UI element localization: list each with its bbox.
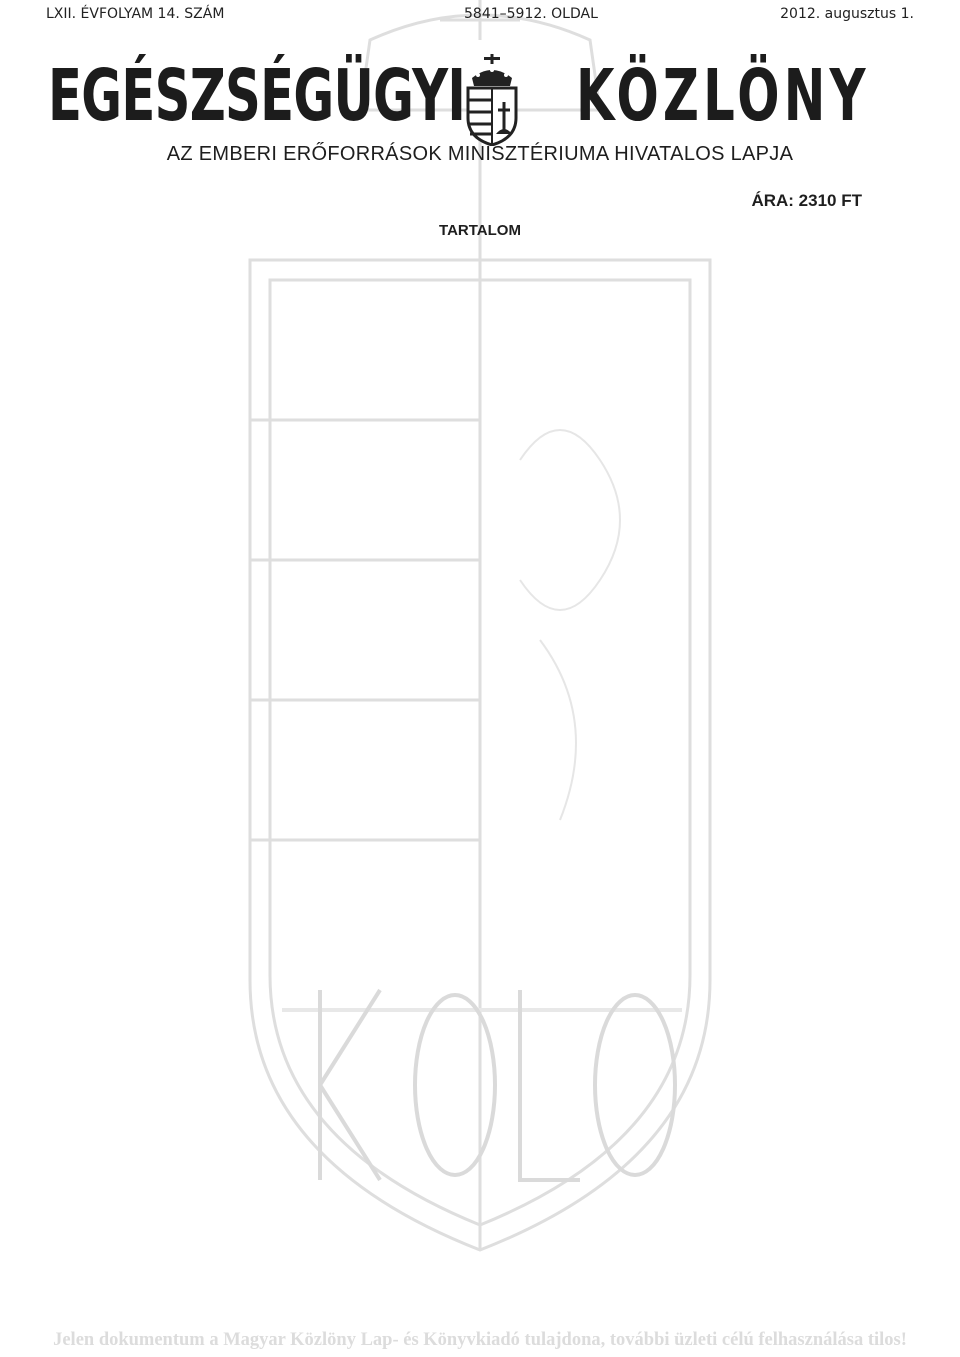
- masthead-subtitle: AZ EMBERI ERŐFORRÁSOK MINISZTÉRIUMA HIVATALOS LAPJA: [166, 143, 794, 165]
- coat-of-arms-icon: [462, 54, 522, 146]
- copyright-notice: Jelen dokumentum a Magyar Közlöny Lap- és Könyvkiadó tulajdona, további üzleti célú felhasználása tilos!: [53, 1330, 907, 1350]
- price: ÁRA: 2310 FT: [751, 191, 862, 210]
- masthead-title-left: EGÉSZSÉGÜGYI: [48, 54, 466, 137]
- issue-date: 2012. augusztus 1.: [780, 6, 914, 22]
- page-range: 5841–5912. OLDAL: [464, 6, 598, 22]
- volume-number: LXII. ÉVFOLYAM 14. SZÁM: [46, 6, 225, 22]
- masthead-title-right: KÖZLÖNY: [576, 54, 870, 137]
- toc-title: TARTALOM: [439, 222, 521, 239]
- masthead: [48, 48, 892, 148]
- issue-header: [46, 6, 914, 26]
